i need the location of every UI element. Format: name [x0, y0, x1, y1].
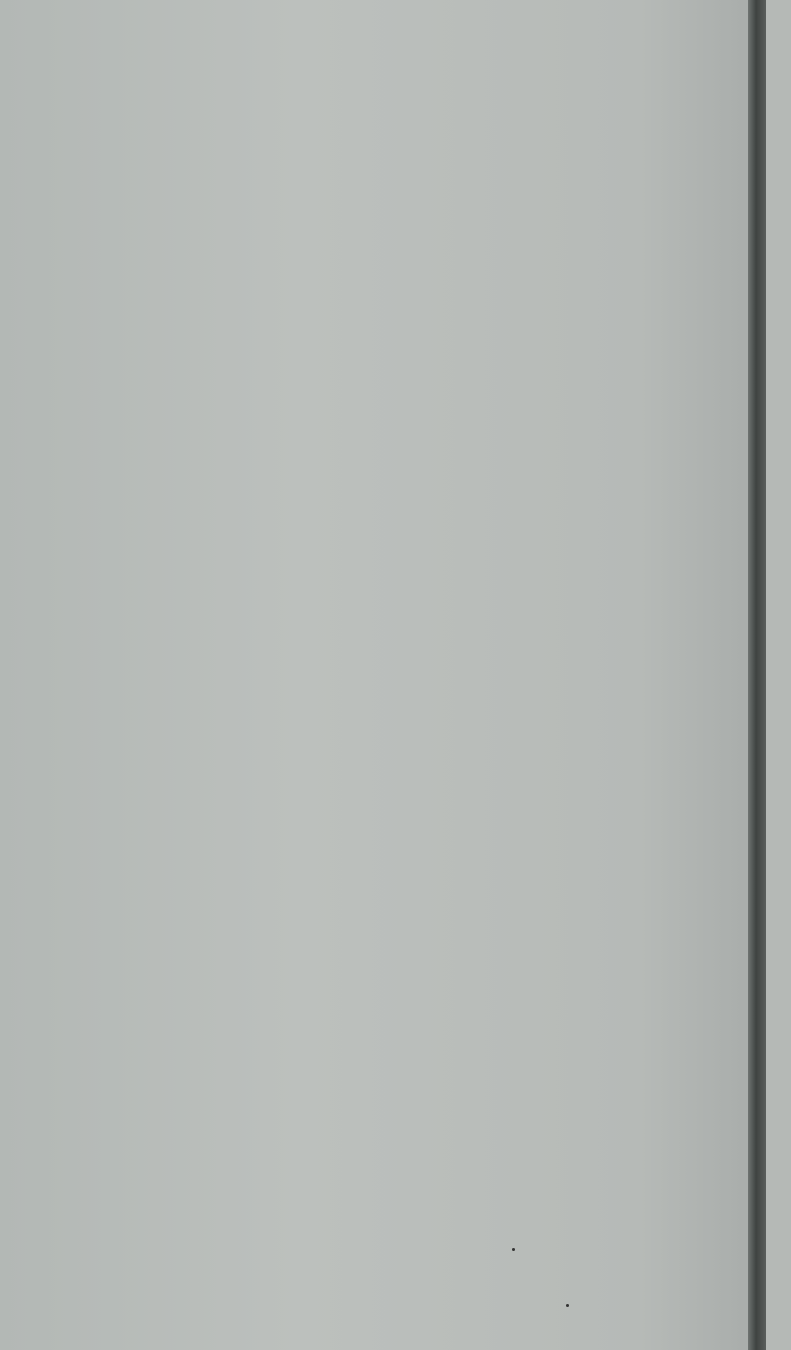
ink-speck [566, 1304, 569, 1307]
book-gutter [748, 0, 766, 1350]
adjacent-page-edge [766, 0, 791, 1350]
ink-speck [512, 1248, 515, 1251]
